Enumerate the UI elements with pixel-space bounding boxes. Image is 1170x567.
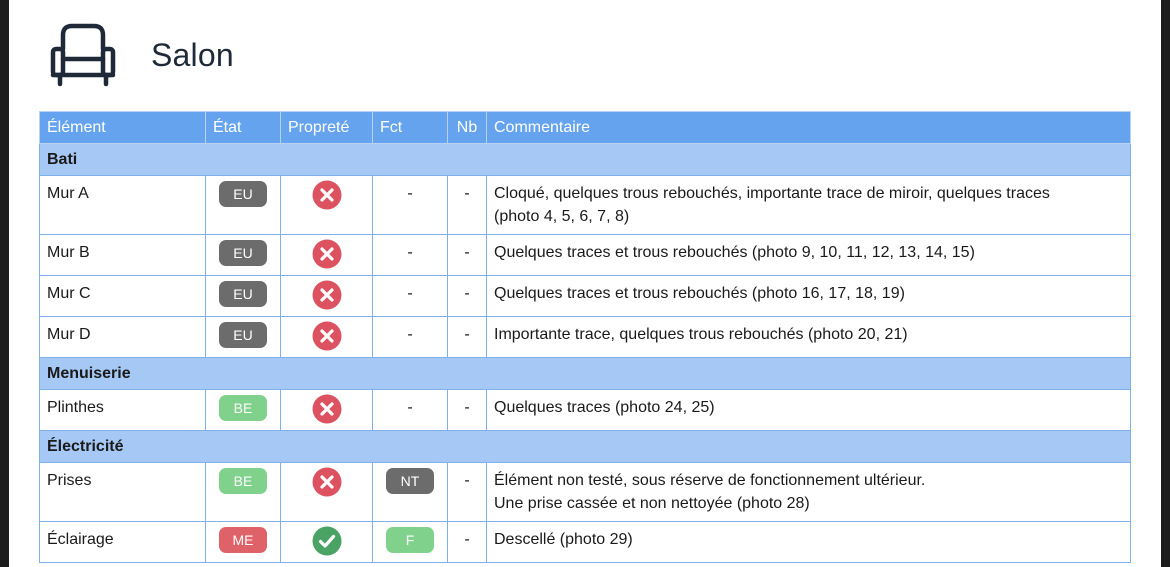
fct-cell (373, 317, 448, 358)
etat-badge: BE (219, 468, 267, 494)
nb-value: - (448, 390, 487, 431)
etat-cell (206, 276, 281, 317)
nb-value: - (448, 522, 487, 563)
comment-line: Quelques traces et trous rebouchés (photo 16, 17, 18, 19) (494, 285, 905, 302)
comment-line: (photo 4, 5, 6, 7, 8) (494, 208, 630, 225)
column-header-element: Élément (40, 112, 206, 144)
table-body (40, 144, 1131, 563)
fct-value: - (407, 244, 413, 261)
table-row (40, 276, 1131, 317)
comment-line: Cloqué, quelques trous rebouchés, importante trace de miroir, quelques traces (494, 185, 1050, 202)
column-header-nb: Nb (448, 112, 487, 144)
comment-cell (487, 176, 1131, 235)
table-row (40, 176, 1131, 235)
comment-cell (487, 522, 1131, 563)
fct-cell (373, 235, 448, 276)
report-page (9, 0, 1161, 567)
comment-cell (487, 463, 1131, 522)
comment-line: Importante trace, quelques trous rebouchés (photo 20, 21) (494, 326, 908, 343)
fct-value: - (407, 185, 413, 202)
fct-badge: F (386, 527, 434, 553)
column-header-etat: État (206, 112, 281, 144)
etat-badge: EU (219, 181, 267, 207)
comment-cell (487, 390, 1131, 431)
table-row (40, 463, 1131, 522)
cross-icon (312, 280, 342, 310)
element-name: Plinthes (40, 390, 206, 431)
etat-cell (206, 317, 281, 358)
room-header (49, 20, 234, 90)
nb-value: - (448, 176, 487, 235)
etat-badge: EU (219, 281, 267, 307)
comment-line: Élément non testé, sous réserve de fonctionnement ultérieur. (494, 472, 926, 489)
fct-value: - (407, 285, 413, 302)
cross-icon (312, 467, 342, 497)
section-row (40, 431, 1131, 463)
proprete-cell (281, 276, 373, 317)
element-name: Éclairage (40, 522, 206, 563)
element-name: Mur D (40, 317, 206, 358)
element-name: Mur C (40, 276, 206, 317)
element-name: Prises (40, 463, 206, 522)
column-header-commentaire: Commentaire (487, 112, 1131, 144)
comment-line: Descellé (photo 29) (494, 531, 633, 548)
etat-badge: BE (219, 395, 267, 421)
room-title: Salon (151, 36, 234, 73)
proprete-cell (281, 390, 373, 431)
fct-value: - (407, 399, 413, 416)
check-icon (312, 526, 342, 556)
fct-cell (373, 390, 448, 431)
comment-cell (487, 235, 1131, 276)
element-name: Mur A (40, 176, 206, 235)
column-header-fct: Fct (373, 112, 448, 144)
section-title: Électricité (40, 431, 1131, 463)
section-title: Bati (40, 144, 1131, 176)
section-title: Menuiserie (40, 358, 1131, 390)
nb-value: - (448, 276, 487, 317)
etat-cell (206, 390, 281, 431)
comment-line: Une prise cassée et non nettoyée (photo 28) (494, 495, 810, 512)
table-row (40, 390, 1131, 431)
table-row (40, 522, 1131, 563)
fct-value: - (407, 326, 413, 343)
fct-cell (373, 176, 448, 235)
etat-cell (206, 463, 281, 522)
proprete-cell (281, 463, 373, 522)
table-row (40, 317, 1131, 358)
table-row (40, 235, 1131, 276)
proprete-cell (281, 522, 373, 563)
etat-cell (206, 176, 281, 235)
etat-cell (206, 235, 281, 276)
nb-value: - (448, 317, 487, 358)
fct-cell (373, 463, 448, 522)
element-name: Mur B (40, 235, 206, 276)
etat-badge: ME (219, 527, 267, 553)
proprete-cell (281, 317, 373, 358)
fct-badge: NT (386, 468, 434, 494)
nb-value: - (448, 463, 487, 522)
etat-badge: EU (219, 322, 267, 348)
section-row (40, 144, 1131, 176)
armchair-icon (49, 21, 117, 89)
cross-icon (312, 239, 342, 269)
comment-line: Quelques traces (photo 24, 25) (494, 399, 715, 416)
nb-value: - (448, 235, 487, 276)
column-header-proprete: Propreté (281, 112, 373, 144)
cross-icon (312, 321, 342, 351)
cross-icon (312, 180, 342, 210)
etat-badge: EU (219, 240, 267, 266)
comment-line: Quelques traces et trous rebouchés (photo 9, 10, 11, 12, 13, 14, 15) (494, 244, 975, 261)
proprete-cell (281, 176, 373, 235)
inspection-table (39, 111, 1131, 563)
proprete-cell (281, 235, 373, 276)
section-row (40, 358, 1131, 390)
fct-cell (373, 276, 448, 317)
fct-cell (373, 522, 448, 563)
comment-cell (487, 276, 1131, 317)
comment-cell (487, 317, 1131, 358)
etat-cell (206, 522, 281, 563)
table-header-row (40, 112, 1131, 144)
cross-icon (312, 394, 342, 424)
